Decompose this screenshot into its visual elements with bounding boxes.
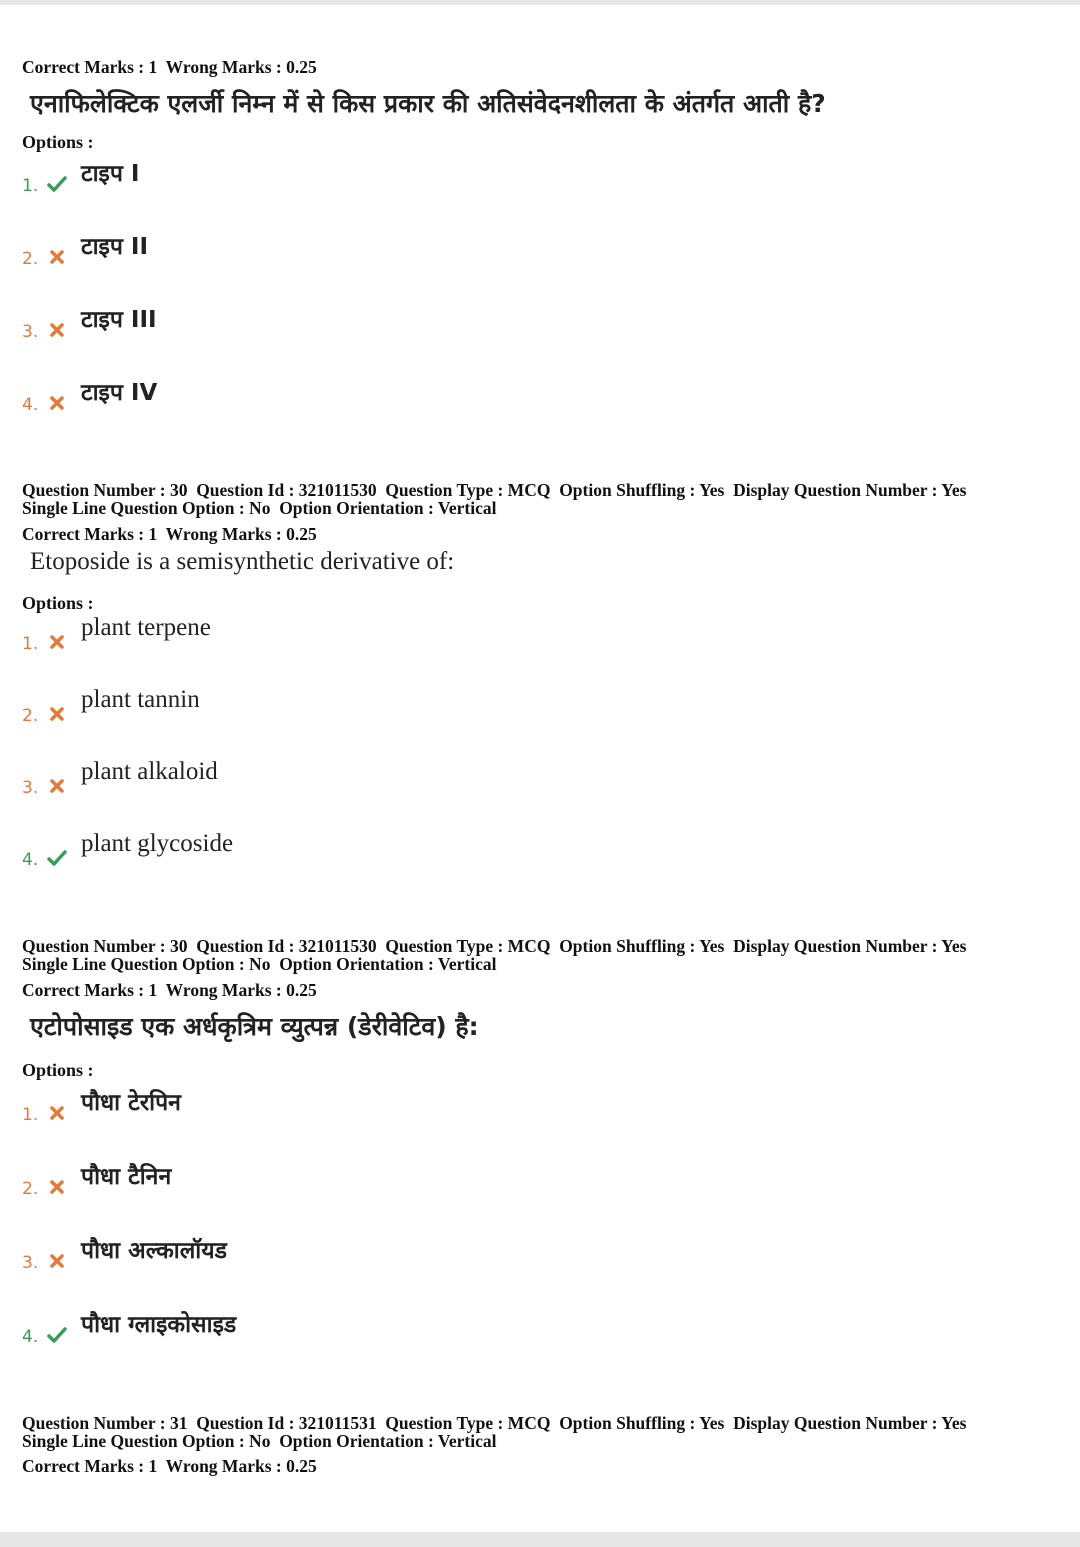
question-meta-line: Single Line Question Option : No Option Orientation : Vertical bbox=[22, 498, 497, 518]
option-item bbox=[22, 758, 722, 798]
question-meta-line: Question Number : 30 Question Id : 321011530 Question Type : MCQ Option Shuffling : Yes Display Question Number : Yes bbox=[22, 480, 967, 500]
option-text: टाइप II bbox=[81, 234, 149, 260]
option-number: 1. bbox=[22, 176, 39, 196]
option-text: पौधा ग्लाइकोसाइड bbox=[81, 1312, 237, 1338]
check-icon bbox=[47, 848, 67, 868]
question-meta-line: Question Number : 30 Question Id : 321011530 Question Type : MCQ Option Shuffling : Yes Display Question Number : Yes bbox=[22, 936, 967, 956]
option-number: 3. bbox=[22, 778, 39, 798]
option-number: 4. bbox=[22, 850, 39, 870]
option-number: 1. bbox=[22, 1105, 39, 1125]
option-number: 2. bbox=[22, 1179, 39, 1199]
options-label: Options : bbox=[22, 132, 94, 152]
question-meta-line: Single Line Question Option : No Option Orientation : Vertical bbox=[22, 954, 497, 974]
question-meta-line: Question Number : 31 Question Id : 321011531 Question Type : MCQ Option Shuffling : Yes Display Question Number : Yes bbox=[22, 1413, 967, 1433]
option-item bbox=[22, 229, 722, 269]
option-text: plant alkaloid bbox=[81, 758, 218, 785]
option-text: टाइप I bbox=[81, 161, 140, 187]
option-text: plant terpene bbox=[81, 614, 211, 641]
option-number: 2. bbox=[22, 706, 39, 726]
option-item bbox=[22, 1307, 722, 1347]
cross-icon bbox=[47, 320, 67, 340]
marks-info: Correct Marks : 1 Wrong Marks : 0.25 bbox=[22, 1456, 317, 1476]
option-text: पौधा अल्कालॉयड bbox=[81, 1238, 227, 1264]
cross-icon bbox=[47, 1103, 67, 1123]
cross-icon bbox=[47, 704, 67, 724]
option-text: plant tannin bbox=[81, 686, 200, 713]
option-item bbox=[22, 686, 722, 726]
option-item bbox=[22, 614, 722, 654]
cross-icon bbox=[47, 247, 67, 267]
question-text: Etoposide is a semisynthetic derivative of: bbox=[30, 548, 455, 575]
question-meta-line: Single Line Question Option : No Option Orientation : Vertical bbox=[22, 1431, 497, 1451]
option-number: 3. bbox=[22, 1253, 39, 1273]
option-text: plant glycoside bbox=[81, 830, 234, 857]
option-number: 4. bbox=[22, 395, 39, 415]
option-number: 4. bbox=[22, 1327, 39, 1347]
options-label: Options : bbox=[22, 593, 94, 613]
option-text: पौधा टैनिन bbox=[81, 1164, 172, 1190]
marks-info: Correct Marks : 1 Wrong Marks : 0.25 bbox=[22, 57, 317, 77]
cross-icon bbox=[47, 1251, 67, 1271]
option-text: पौधा टेरपिन bbox=[81, 1090, 181, 1116]
cross-icon bbox=[47, 393, 67, 413]
option-number: 2. bbox=[22, 249, 39, 269]
check-icon bbox=[47, 174, 67, 194]
cross-icon bbox=[47, 1177, 67, 1197]
option-text: टाइप III bbox=[81, 307, 157, 333]
option-item bbox=[22, 1233, 722, 1273]
option-number: 1. bbox=[22, 634, 39, 654]
option-item bbox=[22, 375, 722, 415]
question-text: एटोपोसाइड एक अर्धकृत्रिम व्युत्पन्न (डेरीवेटिव) है: bbox=[30, 1012, 479, 1041]
options-label: Options : bbox=[22, 1060, 94, 1080]
top-divider bbox=[0, 0, 1080, 5]
option-item bbox=[22, 156, 722, 196]
cross-icon bbox=[47, 632, 67, 652]
option-item bbox=[22, 1085, 722, 1125]
question-text: एनाफिलेक्टिक एलर्जी निम्न में से किस प्रकार की अतिसंवेदनशीलता के अंतर्गत आती है? bbox=[30, 89, 826, 118]
option-item bbox=[22, 302, 722, 342]
option-item bbox=[22, 1159, 722, 1199]
option-item bbox=[22, 830, 722, 870]
bottom-divider bbox=[0, 1532, 1080, 1547]
check-icon bbox=[47, 1325, 67, 1345]
marks-info: Correct Marks : 1 Wrong Marks : 0.25 bbox=[22, 524, 317, 544]
option-number: 3. bbox=[22, 322, 39, 342]
marks-info: Correct Marks : 1 Wrong Marks : 0.25 bbox=[22, 980, 317, 1000]
cross-icon bbox=[47, 776, 67, 796]
option-text: टाइप IV bbox=[81, 380, 158, 406]
